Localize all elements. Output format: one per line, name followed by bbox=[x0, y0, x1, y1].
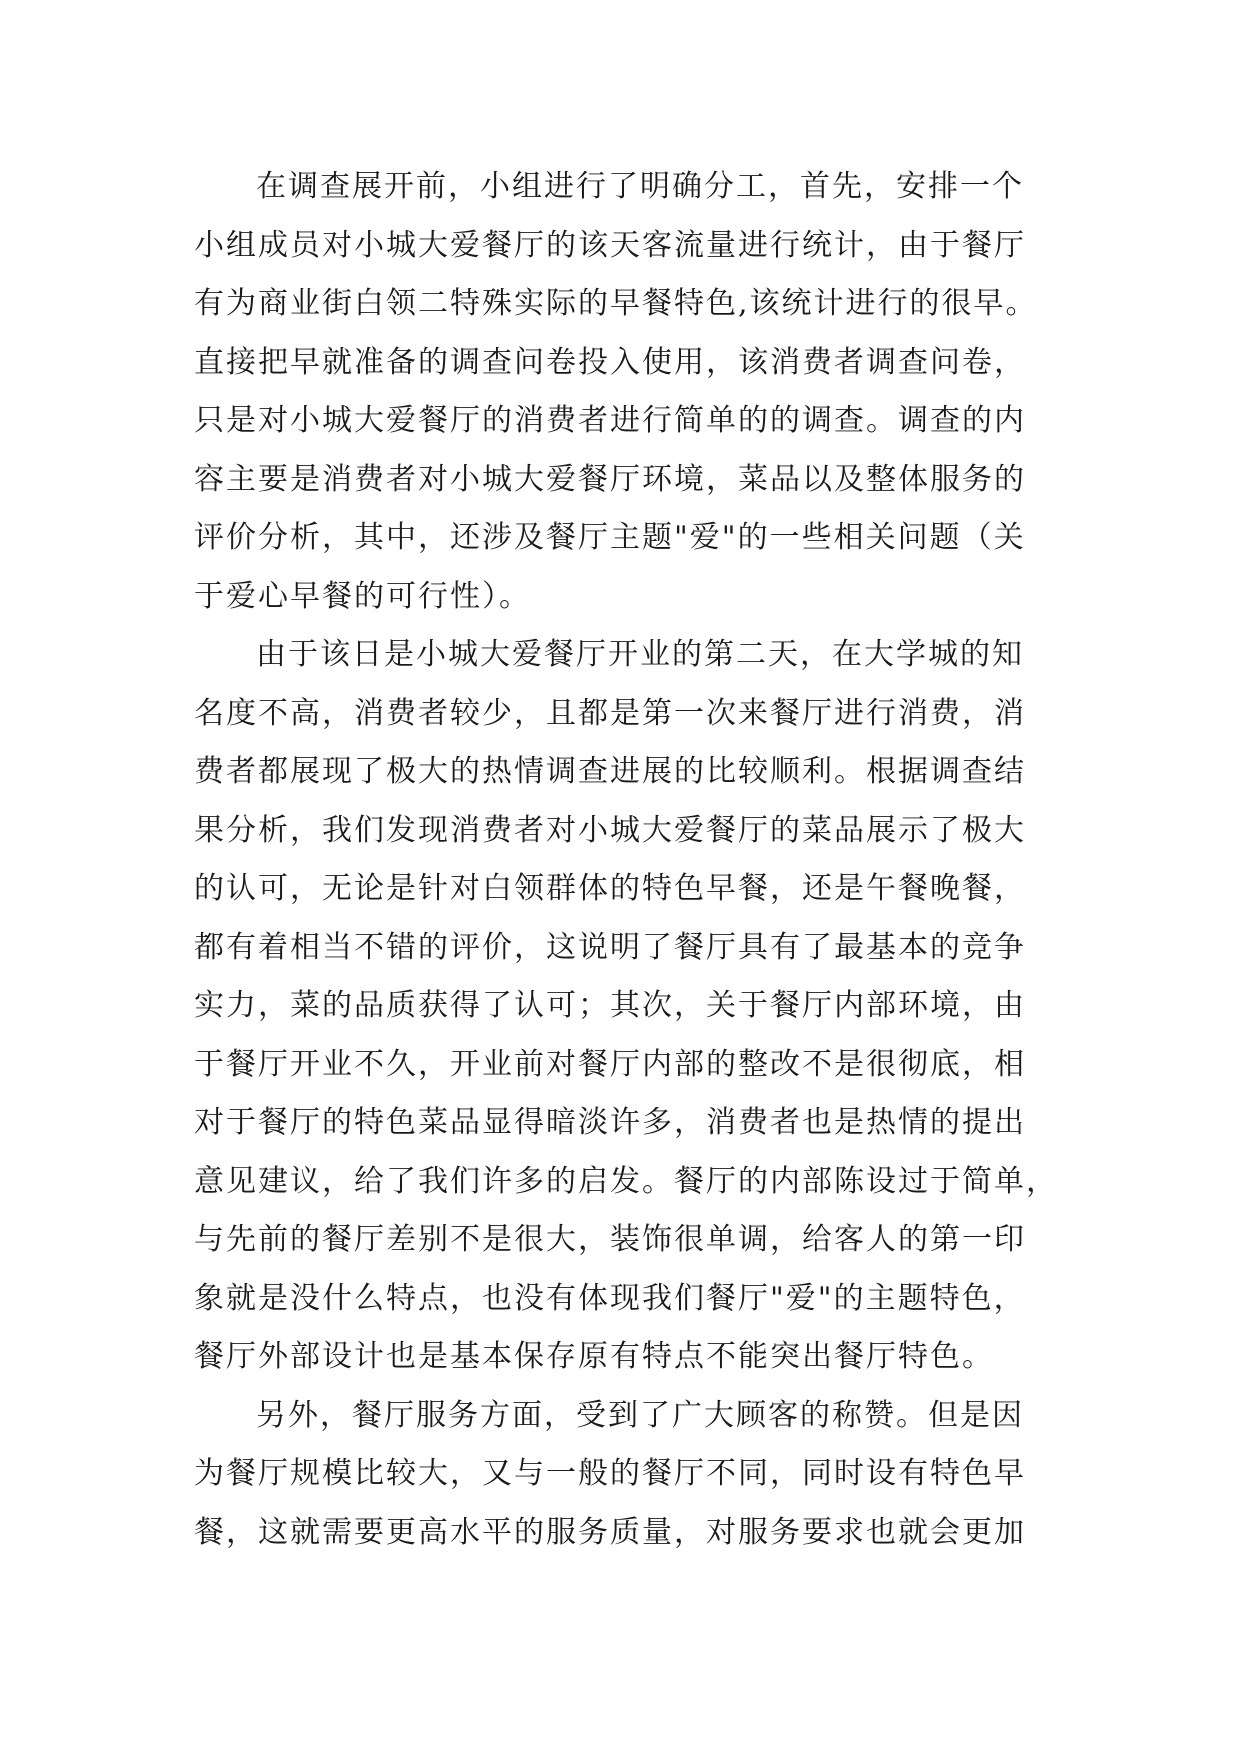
paragraph-2-line-8: 于餐厅开业不久，开业前对餐厅内部的整改不是很彻底，相 bbox=[194, 1046, 1026, 1082]
paragraph-1-line-1: 在调查展开前，小组进行了明确分工，首先，安排一个 bbox=[256, 169, 1024, 204]
paragraph-2-line-11: 与先前的餐厅差别不是很大，装饰很单调，给客人的第一印 bbox=[194, 1222, 1026, 1257]
paragraph-2-line-4: 果分析，我们发现消费者对小城大爱餐厅的菜品展示了极大 bbox=[194, 812, 1026, 848]
paragraph-1-line-5: 只是对小城大爱餐厅的消费者进行简单的的调查。调查的内 bbox=[194, 403, 1026, 438]
paragraph-1-line-4: 直接把早就准备的调查问卷投入使用，该消费者调查问卷， bbox=[194, 344, 1026, 380]
paragraph-1-line-6: 容主要是消费者对小城大爱餐厅环境，菜品以及整体服务的 bbox=[194, 461, 1026, 497]
paragraph-3-line-2: 为餐厅规模比较大，又与一般的餐厅不同，同时设有特色早 bbox=[194, 1456, 1026, 1491]
paragraph-2-line-7: 实力，菜的品质获得了认可；其次，关于餐厅内部环境，由 bbox=[194, 988, 1026, 1023]
paragraph-2-line-6: 都有着相当不错的评价，这说明了餐厅具有了最基本的竞争 bbox=[194, 929, 1026, 965]
paragraph-2-line-3: 费者都展现了极大的热情调查进展的比较顺利。根据调查结 bbox=[194, 754, 1026, 789]
paragraph-2-line-9: 对于餐厅的特色菜品显得暗淡许多，消费者也是热情的提出 bbox=[194, 1105, 1026, 1140]
paragraph-1-line-7: 评价分析，其中，还涉及餐厅主题"爱"的一些相关问题（关 bbox=[194, 520, 1026, 555]
paragraph-3-line-3: 餐，这就需要更高水平的服务质量，对服务要求也就会更加 bbox=[194, 1514, 1026, 1550]
body-text bbox=[194, 158, 1058, 1562]
paragraph-1-line-3: 有为商业街白领二特殊实际的早餐特色,该统计进行的很早。 bbox=[194, 286, 1038, 321]
paragraph-2-line-1: 由于该日是小城大爱餐厅开业的第二天，在大学城的知 bbox=[256, 637, 1024, 672]
paragraph-2-line-5: 的认可，无论是针对白领群体的特色早餐，还是午餐晚餐， bbox=[194, 871, 1026, 906]
paragraph-1-line-2: 小组成员对小城大爱餐厅的该天客流量进行统计，由于餐厅 bbox=[194, 227, 1026, 263]
paragraph-2-line-2: 名度不高，消费者较少，且都是第一次来餐厅进行消费，消 bbox=[194, 695, 1026, 731]
paragraph-2-line-12: 象就是没什么特点，也没有体现我们餐厅"爱"的主题特色， bbox=[194, 1280, 1026, 1316]
paragraph-1-line-8: 于爱心早餐的可行性）。 bbox=[194, 578, 531, 614]
paragraph-3-line-1: 另外，餐厅服务方面，受到了广大顾客的称赞。但是因 bbox=[256, 1397, 1024, 1433]
paragraph-2-line-13: 餐厅外部设计也是基本保存原有特点不能突出餐厅特色。 bbox=[194, 1339, 994, 1374]
paragraph-2-line-10: 意见建议，给了我们许多的启发。餐厅的内部陈设过于简单， bbox=[194, 1163, 1058, 1199]
